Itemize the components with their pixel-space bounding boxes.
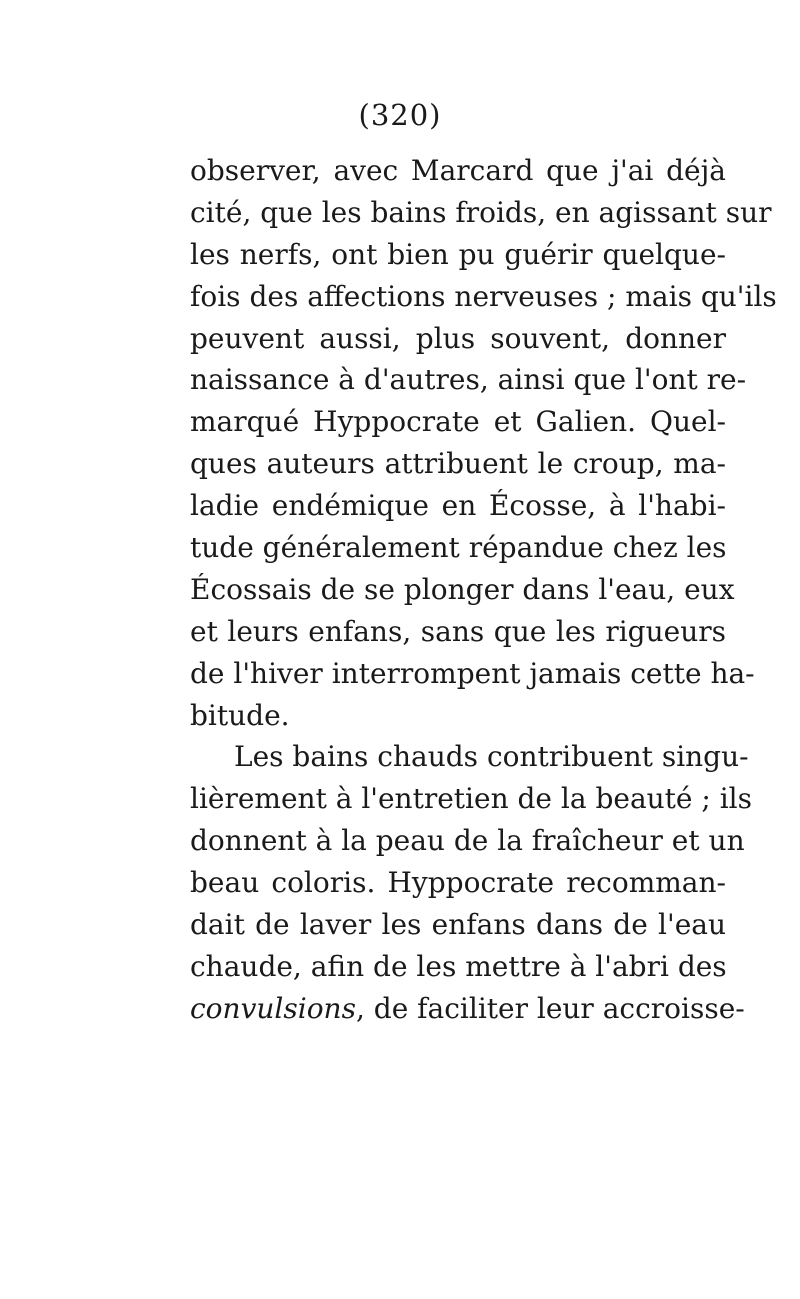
text-line: naissance à d'autres, ainsi que l'ont re- — [190, 363, 747, 397]
text-line: lièrement à l'entretien de la beauté ; ils — [190, 782, 753, 816]
text-line: les nerfs, ont bien pu guérir quelque- — [190, 237, 726, 271]
text-line: tude généralement répandue chez les — [190, 531, 727, 565]
text-line: ladie endémique en Écosse, à l'habi- — [190, 489, 726, 523]
text-line: fois des affections nerveuses ; mais qu'ils — [190, 279, 777, 313]
text-fragment: , de faciliter leur accroisse- — [355, 991, 745, 1025]
text-line: donnent à la peau de la fraîcheur et un — [190, 824, 745, 858]
text-line: observer, avec Marcard que j'ai déjà — [190, 154, 726, 187]
text-line: Écossais de se plonger dans l'eau, eux — [190, 572, 735, 606]
text-line: beau coloris. Hyppocrate recomman- — [190, 866, 726, 900]
text-line: marqué Hyppocrate et Galien. Quel- — [190, 405, 726, 439]
text-line — [190, 988, 745, 1030]
text-line: ques auteurs attribuent le croup, ma- — [190, 447, 726, 481]
text-line: dait de laver les enfans dans de l'eau — [190, 908, 726, 942]
text-line: chaude, afin de les mettre à l'abri des — [190, 949, 727, 983]
italic-word: convulsions — [190, 991, 356, 1025]
text-line: cité, que les bains froids, en agissant sur — [190, 195, 772, 229]
page-number: (320) — [358, 98, 442, 132]
text-line: de l'hiver interrompent jamais cette ha- — [190, 656, 755, 690]
text-line: et leurs enfans, sans que les rigueurs — [190, 614, 726, 648]
body-text — [190, 150, 777, 1030]
text-line: bitude. — [190, 698, 290, 732]
text-line: peuvent aussi, plus souvent, donner — [190, 321, 726, 355]
text-line: Les bains chauds contribuent singu- — [234, 740, 749, 774]
